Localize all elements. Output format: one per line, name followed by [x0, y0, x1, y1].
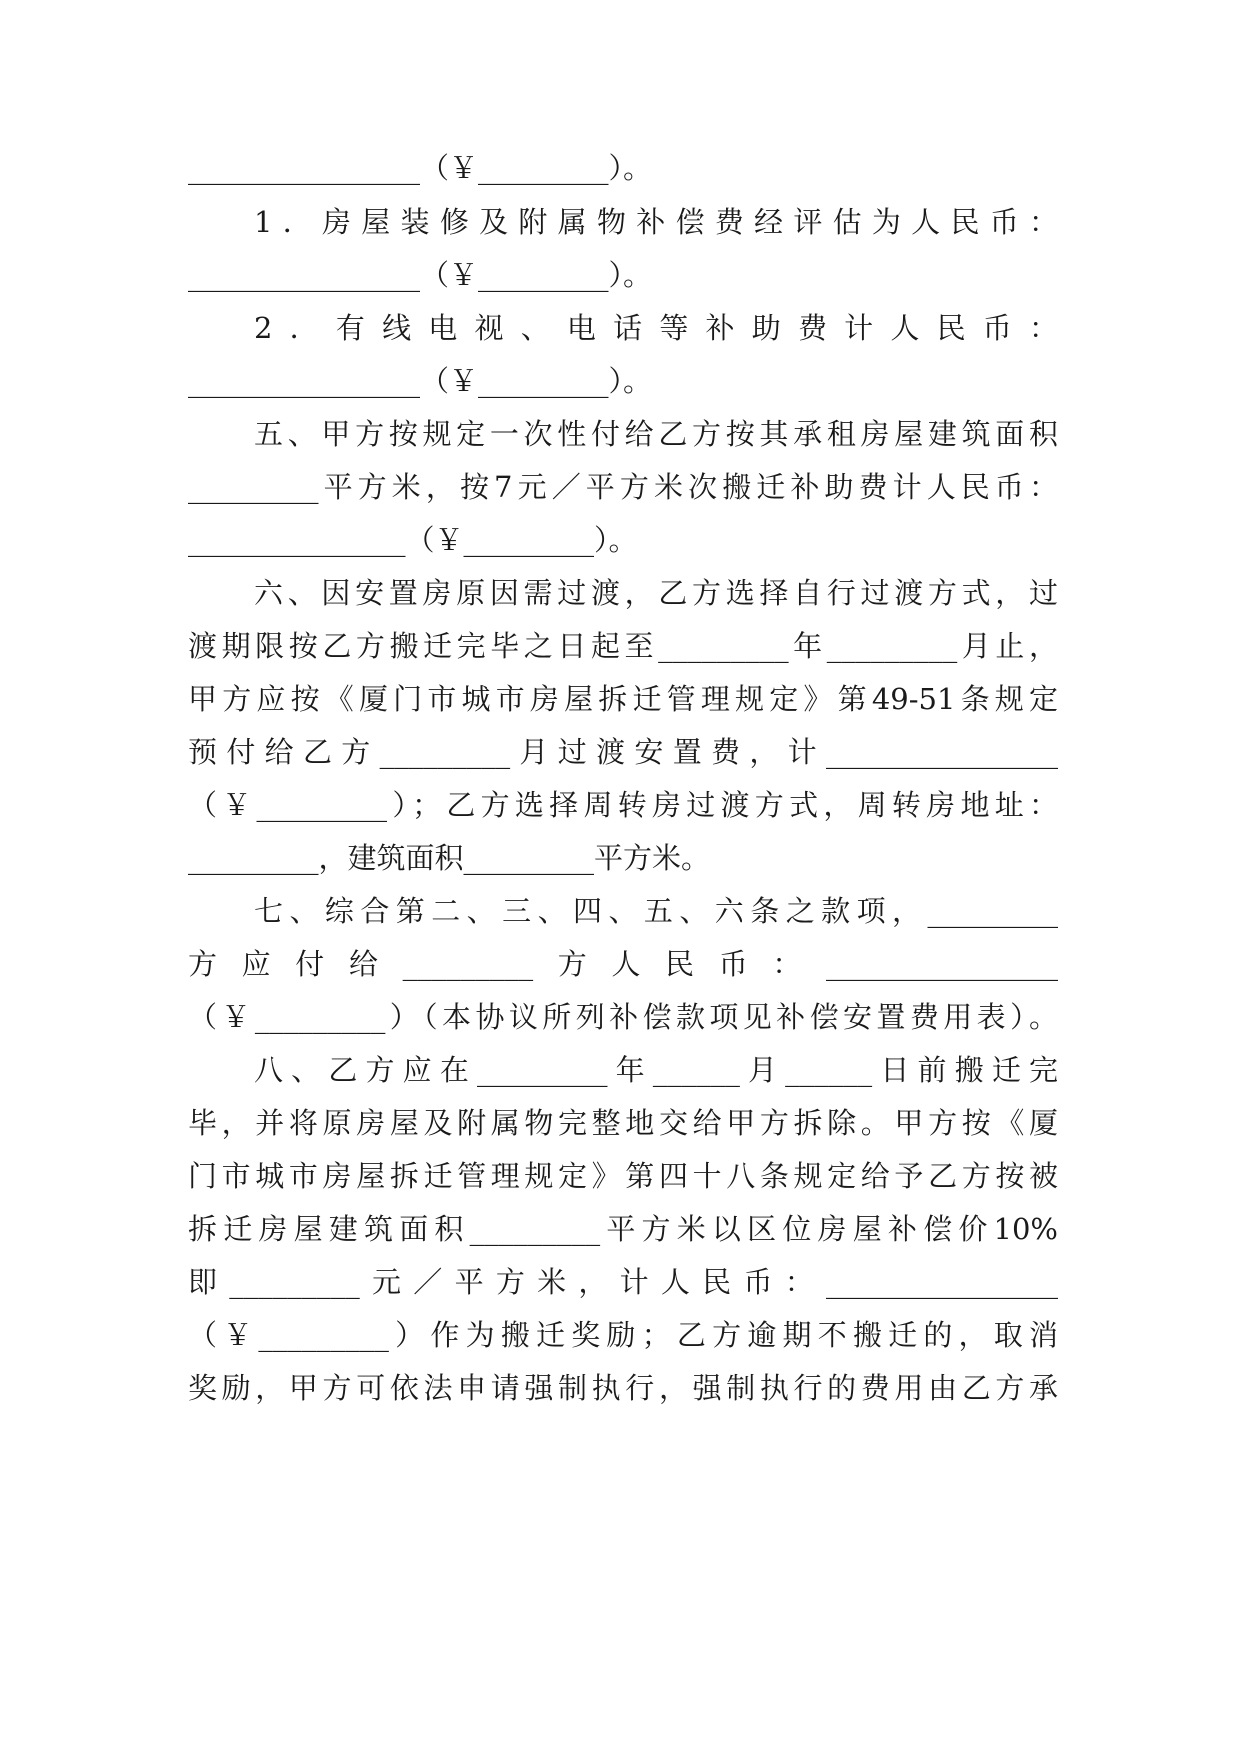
- text-line-clause-6-cont: 预付给乙方_________月过渡安置费，计________________: [188, 735, 1058, 769]
- text-line-clause-8-cont: 拆迁房屋建筑面积_________平方米以区位房屋补偿价10%: [188, 1212, 1058, 1246]
- text-line-clause-6-cont: （￥_________）；乙方选择周转房过渡方式，周转房地址：: [188, 788, 1058, 822]
- text-line-clause-6: 六、因安置房原因需过渡，乙方选择自行过渡方式，过: [254, 576, 1058, 610]
- text-line-clause-5-cont: _________平方米，按7元／平方米次搬迁补助费计人民币：: [188, 470, 1058, 504]
- text-line-amount-blank: _______________（￥_________）。: [188, 523, 638, 557]
- text-line-clause-6-cont: _________，建筑面积_________平方米。: [188, 841, 711, 875]
- text-line-clause-8-cont: （￥_________）作为搬迁奖励；乙方逾期不搬迁的，取消: [188, 1318, 1058, 1352]
- text-line-amount-blank: ________________（￥_________）。: [188, 364, 653, 398]
- text-line-clause-8-cont: 毕，并将原房屋及附属物完整地交给甲方拆除。甲方按《厦: [188, 1106, 1058, 1140]
- text-line-amount-blank: ________________（￥_________）。: [188, 258, 653, 292]
- text-line-clause-7-cont: （￥_________）（本协议所列补偿款项见补偿安置费用表）。: [188, 1000, 1058, 1034]
- text-line-amount-blank: ________________（￥_________）。: [188, 151, 653, 185]
- text-line-clause-8-cont: 即_________元／平方米，计人民币：________________: [188, 1265, 1058, 1299]
- text-line-clause-4-2: 2．有线电视、电话等补助费计人民币：: [254, 311, 1058, 345]
- text-line-clause-6-cont: 甲方应按《厦门市城市房屋拆迁管理规定》第49-51条规定: [188, 682, 1058, 716]
- text-line-clause-4-1: 1．房屋装修及附属物补偿费经评估为人民币：: [254, 205, 1058, 239]
- text-line-clause-7: 七、综合第二、三、四、五、六条之款项，_________: [254, 894, 1058, 928]
- text-line-clause-6-cont: 渡期限按乙方搬迁完毕之日起至_________年_________月止，: [188, 629, 1058, 663]
- text-line-clause-5: 五、甲方按规定一次性付给乙方按其承租房屋建筑面积: [254, 417, 1058, 451]
- text-line-clause-8-cont: 门市城市房屋拆迁管理规定》第四十八条规定给予乙方按被: [188, 1159, 1058, 1193]
- text-line-clause-8: 八、乙方应在_________年______月______日前搬迁完: [254, 1053, 1058, 1087]
- text-line-clause-7-cont: 方应付给_________方人民币：________________: [188, 947, 1058, 981]
- text-line-clause-8-cont: 奖励，甲方可依法申请强制执行，强制执行的费用由乙方承: [188, 1371, 1058, 1405]
